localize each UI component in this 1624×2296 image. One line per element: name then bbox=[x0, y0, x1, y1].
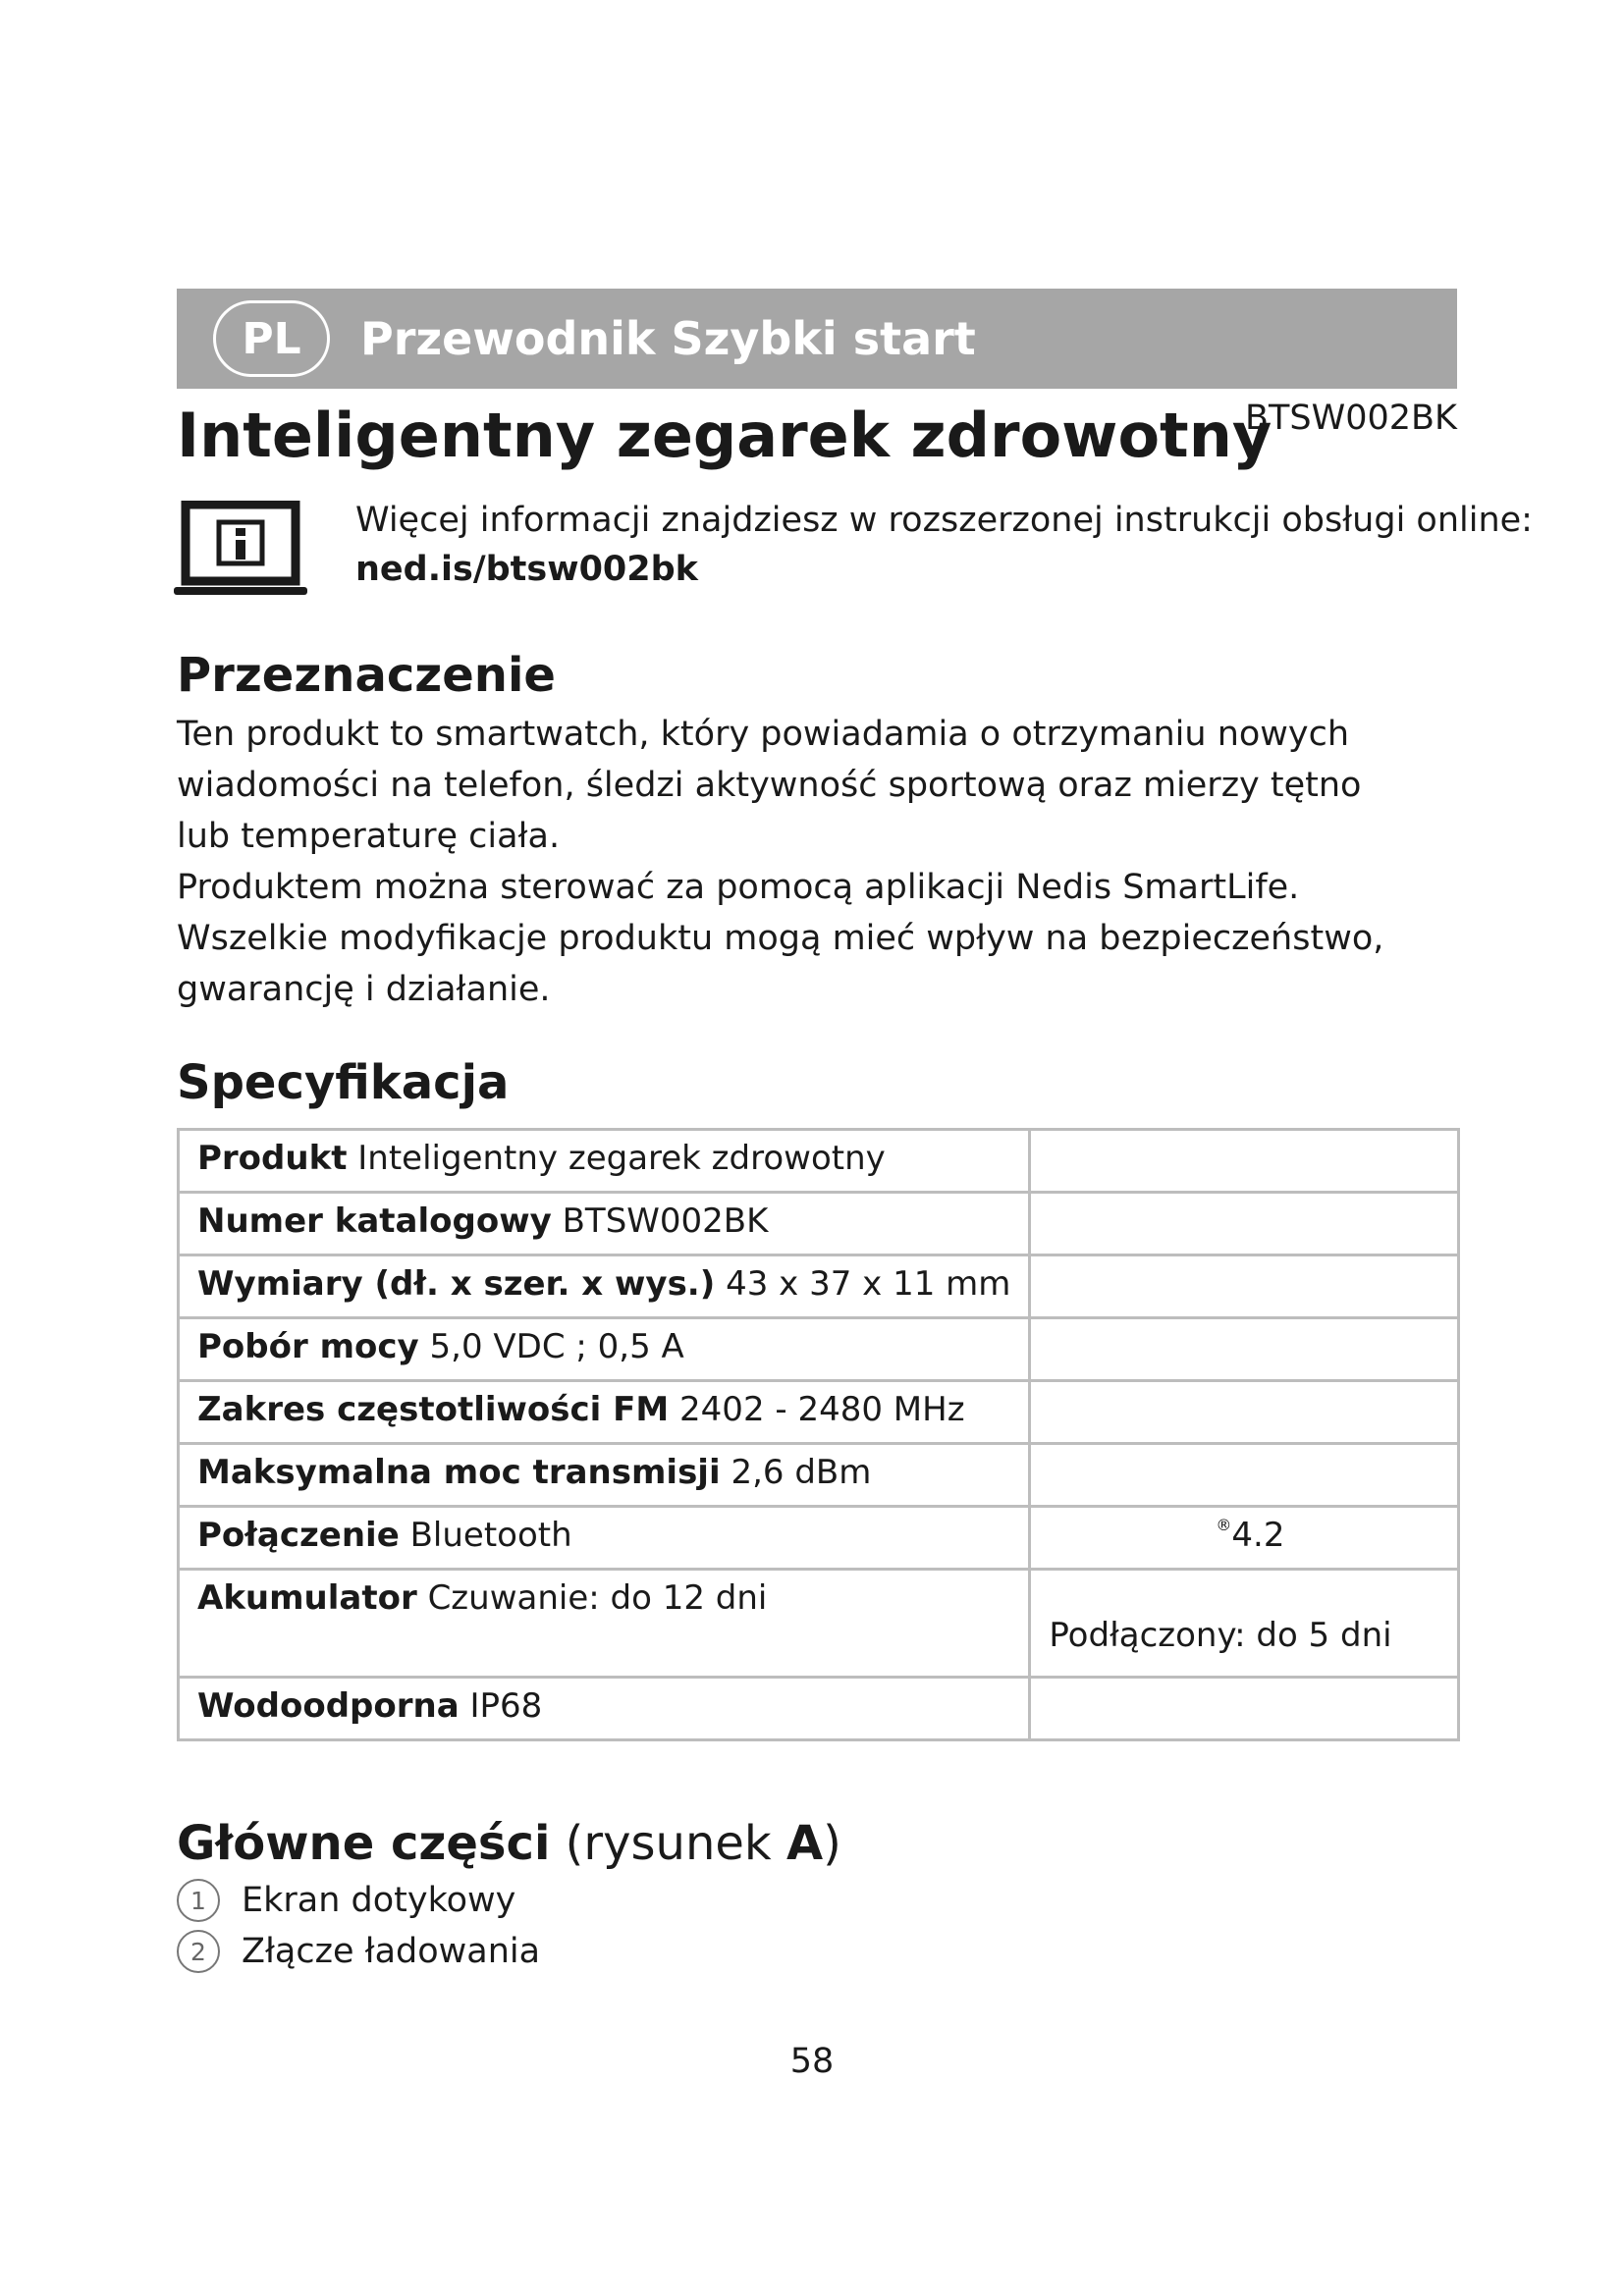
table-row bbox=[179, 1255, 1459, 1318]
spec-cell-empty bbox=[1030, 1255, 1459, 1318]
spec-value: Czuwanie: do 12 dni bbox=[427, 1578, 768, 1618]
parts-list bbox=[177, 1875, 540, 1977]
spec-value: 2,6 dBm bbox=[731, 1453, 872, 1492]
spec-cell bbox=[179, 1193, 1030, 1255]
figure-ref-pre: (rysunek bbox=[550, 1816, 786, 1871]
part-number-circle: 2 bbox=[177, 1930, 220, 1973]
spec-label: Akumulator bbox=[197, 1578, 417, 1618]
page-number: 58 bbox=[789, 2042, 835, 2081]
spec-value: 2402 - 2480 MHz bbox=[679, 1390, 965, 1429]
table-row bbox=[179, 1507, 1459, 1570]
table-row bbox=[179, 1130, 1459, 1193]
document-title: Inteligentny zegarek zdrowotny bbox=[177, 400, 1272, 471]
spec-cell-empty bbox=[1030, 1444, 1459, 1507]
spec-value-2: 4.2 bbox=[1231, 1516, 1285, 1555]
spec-cell bbox=[179, 1570, 1030, 1678]
spec-cell-empty bbox=[1030, 1130, 1459, 1193]
spec-cell bbox=[179, 1444, 1030, 1507]
spec-cell bbox=[179, 1255, 1030, 1318]
spec-cell-empty bbox=[1030, 1381, 1459, 1444]
spec-value: 5,0 VDC ; 0,5 A bbox=[429, 1327, 684, 1366]
spec-label: Numer katalogowy bbox=[197, 1201, 552, 1241]
spec-label: Wodoodporna bbox=[197, 1686, 460, 1726]
purpose-paragraph-2: Produktem można sterować za pomocą aplikacji Nedis SmartLife. bbox=[177, 868, 1300, 907]
spec-cell bbox=[179, 1318, 1030, 1381]
online-manual-text: Więcej informacji znajdziesz w rozszerzonej instrukcji obsługi online: bbox=[355, 501, 1533, 540]
registered-mark: ® bbox=[1216, 1516, 1232, 1534]
spec-label: Pobór mocy bbox=[197, 1327, 419, 1366]
spec-cell bbox=[179, 1130, 1030, 1193]
spec-label: Produkt bbox=[197, 1139, 348, 1178]
spec-label: Maksymalna moc transmisji bbox=[197, 1453, 721, 1492]
spec-cell-empty bbox=[1030, 1193, 1459, 1255]
spec-cell bbox=[179, 1381, 1030, 1444]
section-banner bbox=[177, 289, 1457, 389]
table-row bbox=[179, 1381, 1459, 1444]
table-row bbox=[179, 1444, 1459, 1507]
spec-cell bbox=[1030, 1507, 1459, 1570]
purpose-paragraph-3: Wszelkie modyfikacje produktu mogą mieć wpływ na bezpieczeństwo, gwarancję i działanie. bbox=[177, 919, 1384, 1009]
model-number: BTSW002BK bbox=[1245, 399, 1457, 438]
laptop-info-icon bbox=[174, 501, 307, 599]
spec-value: 43 x 37 x 11 mm bbox=[726, 1264, 1011, 1304]
spec-cell-empty bbox=[1030, 1678, 1459, 1740]
main-parts-heading bbox=[177, 1816, 841, 1871]
spec-value: Bluetooth bbox=[409, 1516, 572, 1555]
main-parts-heading-text: Główne części bbox=[177, 1816, 551, 1871]
spec-label: Zakres częstotliwości FM bbox=[197, 1390, 670, 1429]
spec-cell-empty bbox=[1030, 1318, 1459, 1381]
part-number-circle: 1 bbox=[177, 1879, 220, 1922]
spec-value-2: Podłączony: do 5 dni bbox=[1049, 1616, 1392, 1655]
spec-value: BTSW002BK bbox=[562, 1201, 769, 1241]
spec-label: Wymiary (dł. x szer. x wys.) bbox=[197, 1264, 716, 1304]
spec-cell bbox=[179, 1678, 1030, 1740]
banner-title: Przewodnik Szybki start bbox=[360, 312, 976, 365]
language-badge: PL bbox=[213, 300, 330, 377]
online-manual-link[interactable]: ned.is/btsw002bk bbox=[355, 550, 698, 589]
purpose-heading: Przeznaczenie bbox=[177, 648, 556, 703]
purpose-text bbox=[177, 709, 1384, 1015]
spec-cell bbox=[179, 1507, 1030, 1570]
table-row bbox=[179, 1570, 1459, 1678]
figure-ref-post: ) bbox=[823, 1816, 841, 1871]
specification-table bbox=[177, 1128, 1460, 1741]
spec-value: IP68 bbox=[469, 1686, 543, 1726]
table-row bbox=[179, 1318, 1459, 1381]
spec-value: Inteligentny zegarek zdrowotny bbox=[357, 1139, 886, 1178]
spec-label: Połączenie bbox=[197, 1516, 400, 1555]
list-item bbox=[177, 1926, 540, 1977]
list-item bbox=[177, 1875, 540, 1926]
spec-cell bbox=[1030, 1570, 1459, 1678]
part-label: Złącze ładowania bbox=[242, 1932, 541, 1971]
purpose-paragraph-1: Ten produkt to smartwatch, który powiadamia o otrzymaniu nowych wiadomości na telefon, śledzi aktywność sportową oraz mierzy tętno lub temperaturę ciała. bbox=[177, 715, 1362, 856]
table-row bbox=[179, 1678, 1459, 1740]
specification-heading: Specyfikacja bbox=[177, 1055, 510, 1110]
part-label: Ekran dotykowy bbox=[242, 1881, 516, 1920]
figure-ref-letter: A bbox=[785, 1816, 824, 1871]
table-row bbox=[179, 1193, 1459, 1255]
